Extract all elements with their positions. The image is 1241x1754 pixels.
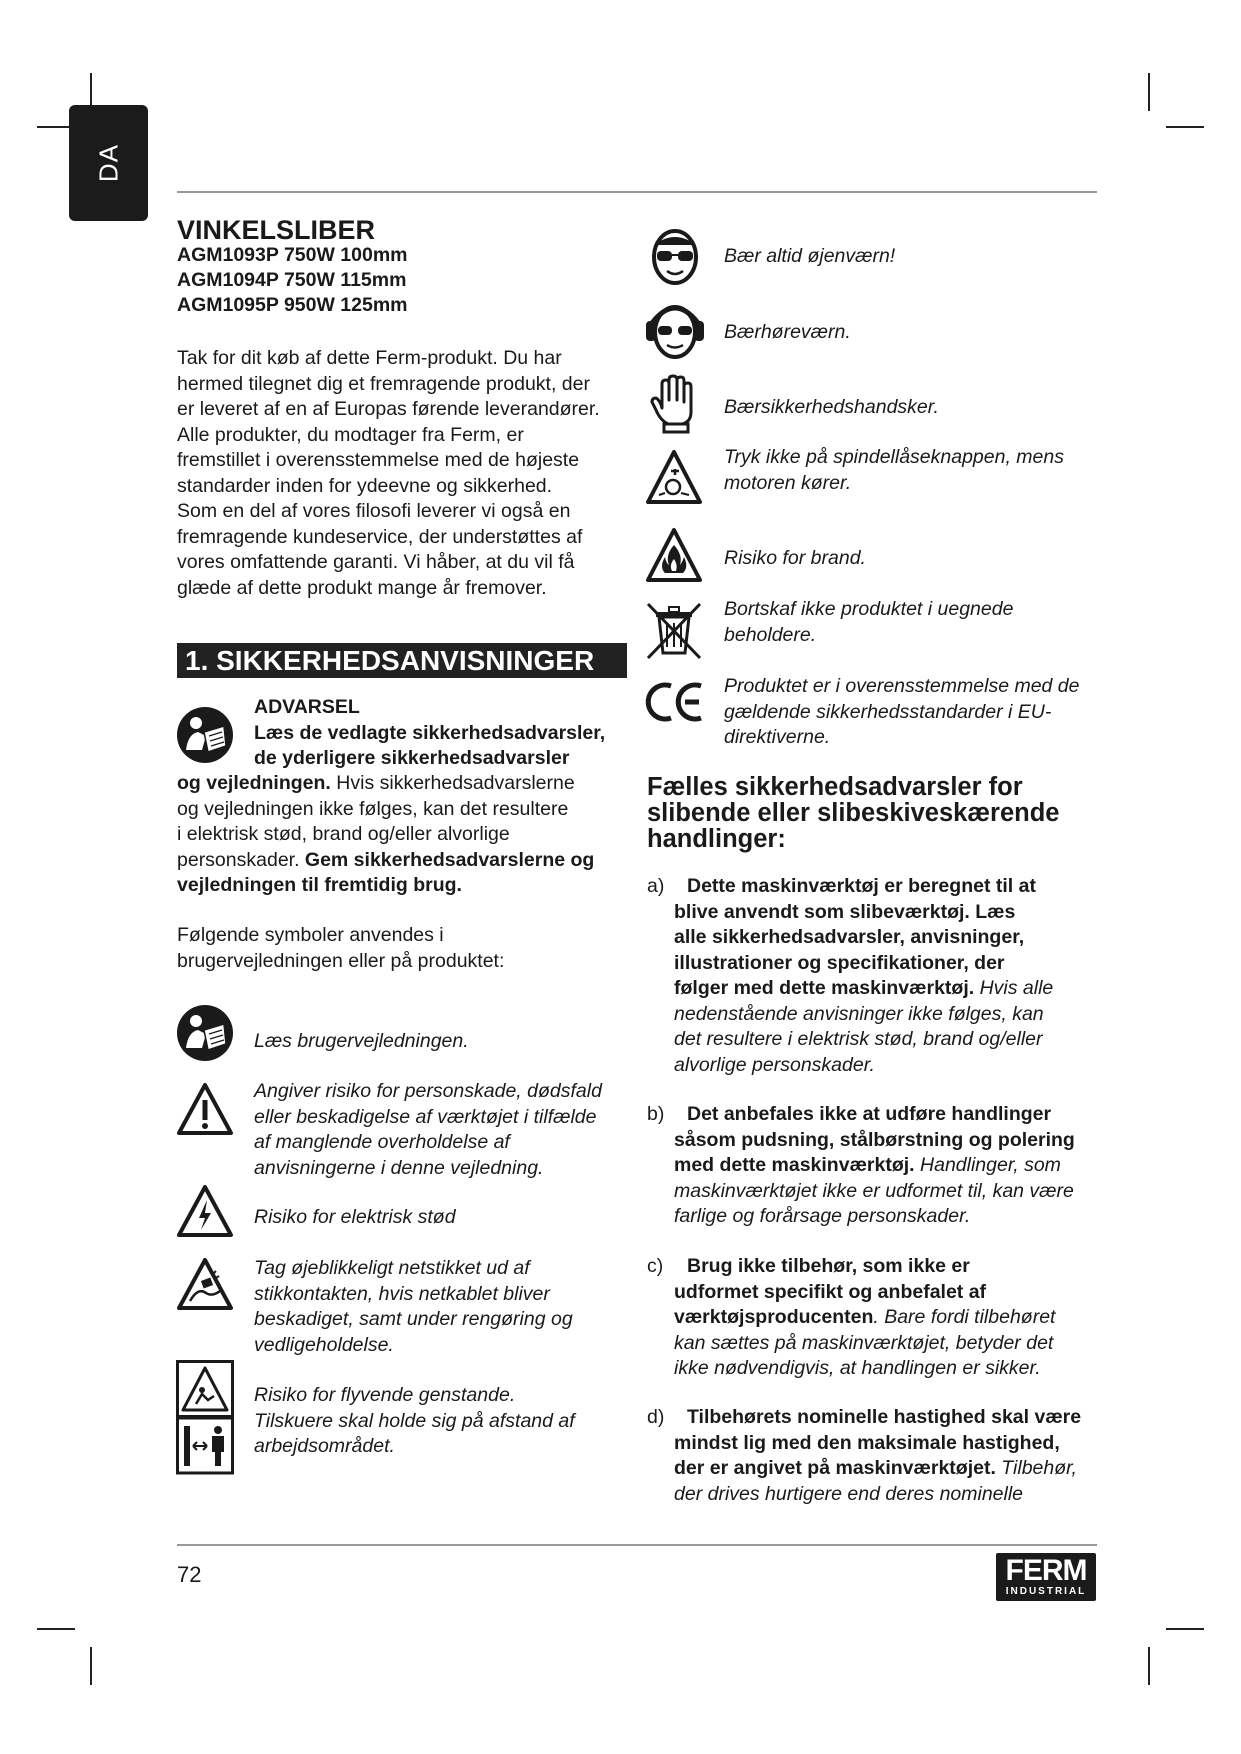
intro-line: Alle produkter, du modtager fra Ferm, er xyxy=(177,423,524,446)
item-letter: d) xyxy=(647,1406,665,1428)
symbol-label-line: vedligeholdelse. xyxy=(254,1333,394,1356)
item-text: blive anvendt som slibeværktøj. Læs xyxy=(674,900,1016,923)
item-text: nedenstående anvisninger ikke følges, kan xyxy=(674,1002,1044,1025)
flying-objects-icon xyxy=(176,1360,234,1476)
item-text: følger med dette maskinværktøj. xyxy=(674,977,975,999)
symbol-label-line: stikkontakten, hvis netkablet bliver xyxy=(254,1282,550,1305)
intro-line: vores omfattende garanti. Vi håber, at du vil få xyxy=(177,551,575,573)
item-letter: c) xyxy=(647,1255,664,1277)
item-text: med dette maskinværktøj. xyxy=(674,1154,915,1176)
intro-line: er leveret af en af Europas førende leverandører. xyxy=(177,398,600,420)
item-letter: b) xyxy=(647,1103,665,1125)
symbols-intro xyxy=(177,923,504,974)
symbol-label-line: Bærhøreværn. xyxy=(724,321,851,343)
intro-line: fremragende kundeservice, der understøttes af xyxy=(177,525,583,548)
item-text: alvorlige personskader. xyxy=(674,1053,875,1076)
section-subheading xyxy=(647,774,1059,852)
electric-shock-icon xyxy=(176,1184,234,1238)
item-text: Tilbehørets nominelle hastighed skal være xyxy=(687,1406,1082,1428)
item-text: der er angivet på maskinværktøjet. xyxy=(674,1457,996,1479)
read-manual-icon xyxy=(176,1004,234,1062)
item-text: mindst lig med den maksimale hastighed, xyxy=(674,1431,1060,1454)
language-tab-label: DA xyxy=(93,143,123,183)
warning-exclamation-icon xyxy=(176,1082,234,1136)
model-list xyxy=(177,243,408,318)
intro-line: standarder inden for ydeevne og sikkerhed. xyxy=(177,474,553,497)
item-text: såsom pudsning, stålbørstning og polering xyxy=(674,1128,1075,1151)
list-item xyxy=(674,1405,1081,1507)
item-text: maskinværktøjet ikke er udformet til, kan være xyxy=(674,1179,1074,1202)
symbol-label-line: Produktet er i overensstemmelse med de xyxy=(724,675,1080,697)
symbol-label xyxy=(724,320,851,346)
warning-text: vejledningen til fremtidig brug. xyxy=(177,874,462,896)
list-item xyxy=(674,874,1053,1078)
symbol-label xyxy=(254,1079,602,1181)
model-line: AGM1093P 750W 100mm xyxy=(177,244,408,266)
warning-text: og vejledningen. xyxy=(177,772,331,794)
symbol-label-line: Risiko for flyvende genstande. xyxy=(254,1384,516,1406)
item-text: udformet specifikt og anbefalet af xyxy=(674,1280,987,1303)
warning-text: og vejledningen ikke følges, kan det resultere xyxy=(177,797,569,820)
symbol-label xyxy=(254,1256,573,1358)
crop-mark xyxy=(1166,1628,1204,1630)
item-text: Dette maskinværktøj er beregnet til at xyxy=(687,875,1036,897)
warning-text: personskader. xyxy=(177,848,300,871)
item-text: farlige og forårsage personskader. xyxy=(674,1205,971,1227)
spindle-lock-warning-icon xyxy=(645,449,703,505)
symbol-label-line: motoren kører. xyxy=(724,471,852,494)
page-title: VINKELSLIBER xyxy=(177,215,376,245)
section-heading: 1. SIKKERHEDSANVISNINGER xyxy=(177,643,627,678)
intro-paragraph xyxy=(177,346,600,601)
warning-paragraph xyxy=(177,771,594,899)
item-text: værktøjsproducenten xyxy=(674,1306,874,1328)
symbol-label-line: anvisningerne i denne vejledning. xyxy=(254,1156,544,1179)
intro-line: Som en del af vores filosofi leverer vi også en xyxy=(177,500,571,522)
symbol-label xyxy=(724,674,1080,751)
symbol-label-line: Tilskuere skal holde sig på afstand af xyxy=(254,1409,575,1432)
symbol-label-line: Risiko for brand. xyxy=(724,547,866,569)
crossed-bin-icon xyxy=(645,601,703,661)
language-tab xyxy=(69,105,148,221)
top-rule xyxy=(177,191,1097,193)
symbol-label xyxy=(724,445,1064,496)
item-text: alle sikkerhedsadvarsler, anvisninger, xyxy=(674,926,1025,948)
subheading-line: handlinger: xyxy=(647,825,786,853)
symbol-label xyxy=(254,1029,469,1055)
item-text: Handlinger, som xyxy=(914,1154,1061,1176)
symbol-label-line: eller beskadigelse af værktøjet i tilfælde xyxy=(254,1105,597,1128)
symbol-label xyxy=(724,244,895,270)
warning-label: ADVARSEL xyxy=(254,696,360,718)
item-text: illustrationer og specifikationer, der xyxy=(674,951,1005,974)
warning-text: Læs de vedlagte sikkerhedsadvarsler, xyxy=(254,722,606,744)
subheading-line: Fælles sikkerhedsadvarsler for xyxy=(647,773,1023,801)
intro-line: fremstillet i overensstemmelse med de højeste xyxy=(177,449,580,471)
intro-line: glæde af dette produkt mange år fremover. xyxy=(177,576,547,599)
unplug-icon xyxy=(176,1257,234,1311)
crop-mark xyxy=(90,1647,92,1685)
list-item xyxy=(674,1254,1055,1382)
symbol-label-line: arbejdsområdet. xyxy=(254,1435,395,1457)
symbol-label-line: Bærsikkerhedshandsker. xyxy=(724,396,939,418)
item-text: . Bare fordi tilbehøret xyxy=(873,1306,1056,1328)
page-number: 72 xyxy=(177,1562,202,1587)
item-text: kan sættes på maskinværktøjet, betyder det xyxy=(674,1331,1054,1354)
symbol-label-line: af manglende overholdelse af xyxy=(254,1131,510,1153)
item-text: Tilbehør, xyxy=(995,1457,1077,1479)
symbol-label-line: Angiver risiko for personskade, dødsfald xyxy=(254,1080,602,1102)
intro-line: Tak for dit køb af dette Ferm-produkt. Du har xyxy=(177,347,562,369)
symbol-label-line: Tryk ikke på spindellåseknappen, mens xyxy=(724,446,1064,468)
item-letter: a) xyxy=(647,875,665,897)
symbol-label xyxy=(724,395,939,421)
warning-text: Gem sikkerhedsadvarslerne og xyxy=(299,848,595,871)
ferm-logo xyxy=(996,1553,1096,1601)
list-item xyxy=(674,1102,1075,1230)
eye-protection-icon xyxy=(648,225,702,285)
symbol-label-line: Risiko for elektrisk stød xyxy=(254,1206,456,1228)
warning-text: Hvis sikkerhedsadvarslerne xyxy=(330,772,575,794)
crop-mark xyxy=(1148,73,1150,111)
bottom-rule xyxy=(177,1544,1097,1546)
symbol-label-line: Tag øjeblikkeligt netstikket ud af xyxy=(254,1257,530,1279)
symbol-label-line: direktiverne. xyxy=(724,726,831,748)
symbols-intro-line: brugervejledningen eller på produktet: xyxy=(177,949,505,972)
item-text: Hvis alle xyxy=(974,977,1054,999)
symbol-label-line: beholdere. xyxy=(724,623,817,646)
symbol-label xyxy=(724,546,866,572)
symbol-label xyxy=(724,597,1013,648)
symbol-label-line: Bortskaf ikke produktet i uegnede xyxy=(724,598,1014,620)
crop-mark xyxy=(1148,1647,1150,1685)
read-manual-icon xyxy=(176,706,234,764)
warning-text: de yderligere sikkerhedsadvarsler xyxy=(254,747,570,769)
subheading-line: slibende eller slibeskiveskærende xyxy=(647,799,1060,827)
symbol-label xyxy=(254,1205,456,1231)
item-text: Brug ikke tilbehør, som ikke er xyxy=(687,1255,970,1277)
item-text: Det anbefales ikke at udføre handlinger xyxy=(687,1103,1052,1125)
symbol-label-line: gældende sikkerhedsstandarder i EU- xyxy=(724,700,1052,723)
ear-protection-icon xyxy=(644,299,706,361)
symbol-label-line: beskadiget, samt under rengøring og xyxy=(254,1308,573,1330)
model-line: AGM1094P 750W 115mm xyxy=(177,269,407,291)
warning-text: i elektrisk stød, brand og/eller alvorlige xyxy=(177,823,510,845)
intro-line: hermed tilegnet dig et fremragende produkt, der xyxy=(177,372,590,395)
ce-mark-icon xyxy=(645,680,705,724)
logo-main: FERM xyxy=(1005,1554,1087,1587)
item-text: det resultere i elektrisk stød, brand og/eller xyxy=(674,1028,1043,1050)
gloves-icon xyxy=(650,374,698,434)
symbol-label-line: Bær altid øjenværn! xyxy=(724,245,896,267)
crop-mark xyxy=(1166,126,1204,128)
symbol-label-line: Læs brugervejledningen. xyxy=(254,1030,469,1052)
symbols-intro-line: Følgende symboler anvendes i xyxy=(177,924,444,946)
symbol-label xyxy=(254,1383,575,1460)
crop-mark xyxy=(37,1628,75,1630)
model-line: AGM1095P 950W 125mm xyxy=(177,294,408,316)
logo-sub: INDUSTRIAL xyxy=(1005,1586,1087,1597)
item-text: der drives hurtigere end deres nominelle xyxy=(674,1482,1024,1505)
fire-risk-icon xyxy=(645,527,703,583)
item-text: ikke nødvendigvis, at handlingen er sikker. xyxy=(674,1357,1041,1379)
